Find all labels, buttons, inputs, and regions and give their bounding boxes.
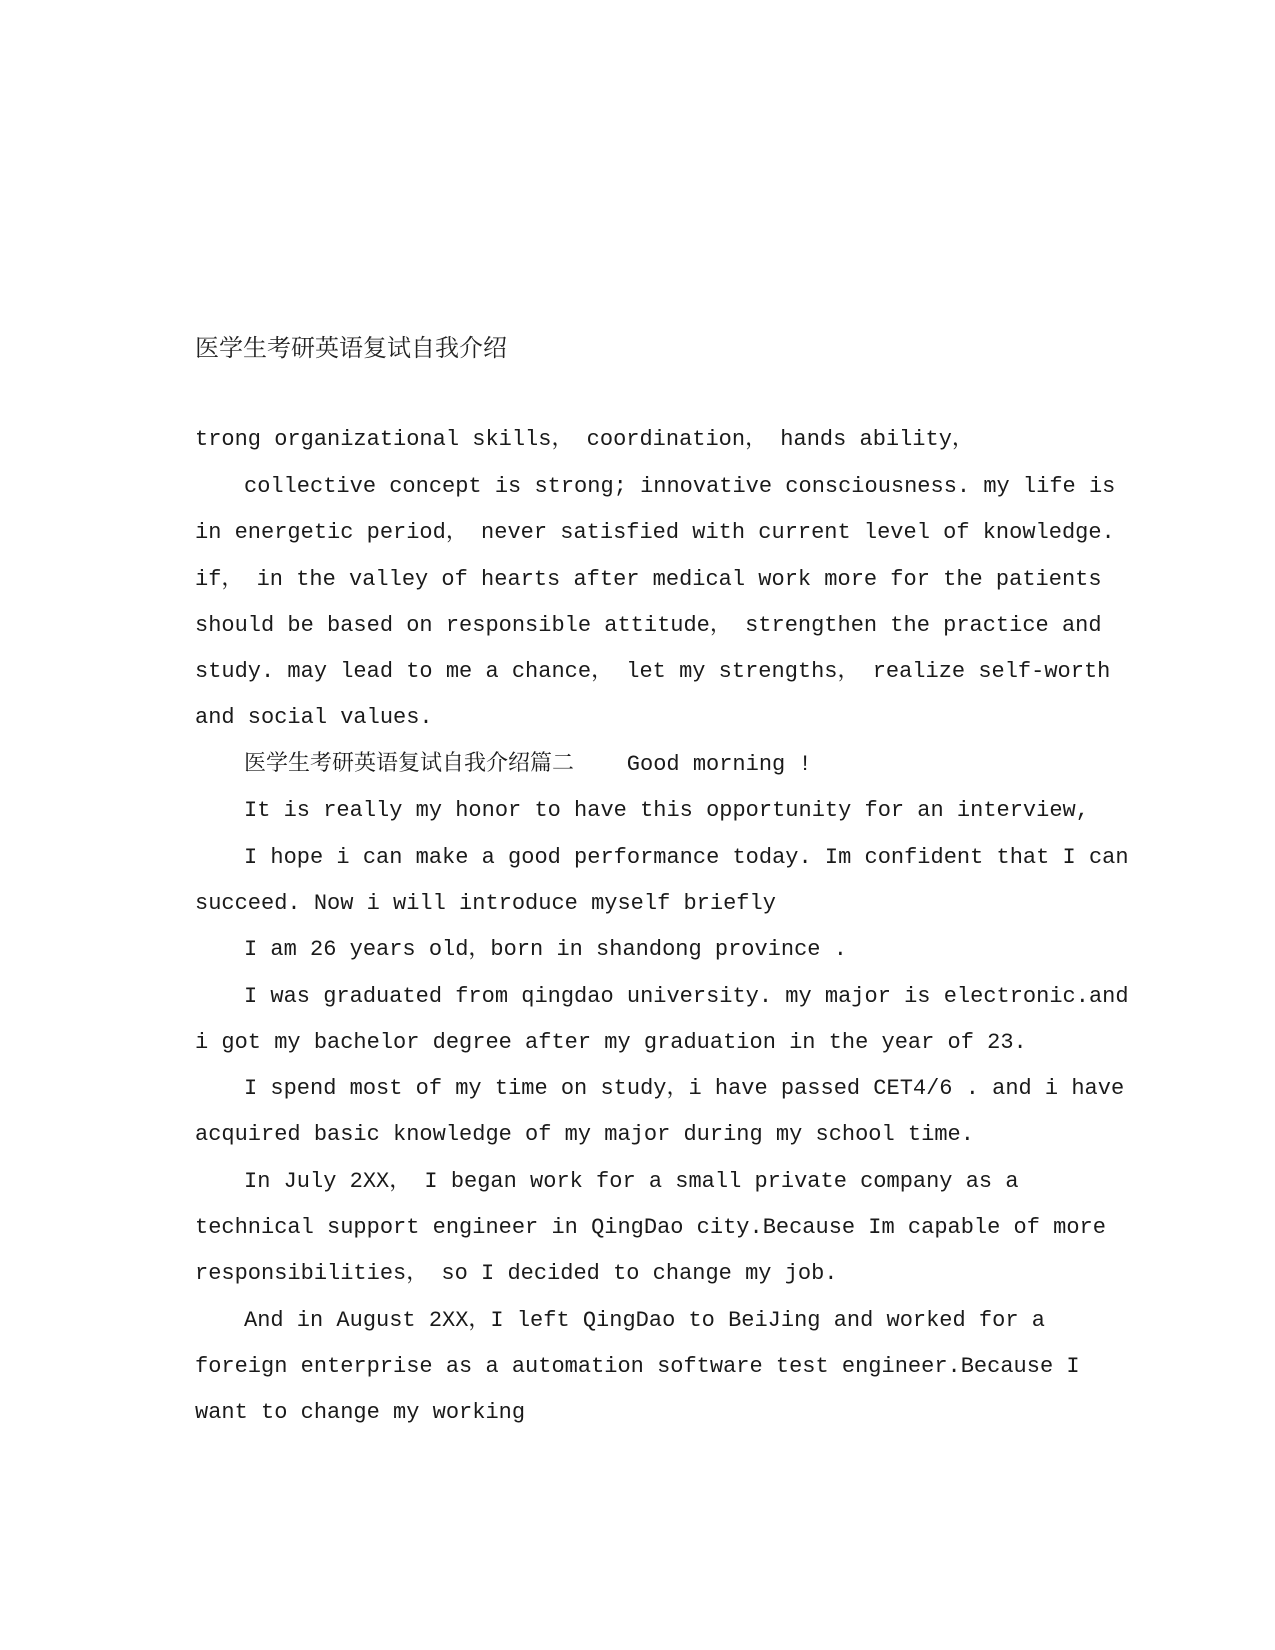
body-line: study. may lead to me a chance， let my strengths， realize self-worth (195, 659, 1111, 684)
body-line: i got my bachelor degree after my graduation in the year of 23. (195, 1030, 1027, 1055)
body-line: responsibilities， so I decided to change my job. (195, 1261, 838, 1286)
body-line: In July 2XX， I began work for a small private company as a (244, 1169, 1019, 1194)
body-line: acquired basic knowledge of my major during my school time. (195, 1122, 974, 1147)
body-line: collective concept is strong; innovative consciousness. my life is (244, 474, 1116, 499)
body-line: should be based on responsible attitude， strengthen the practice and (195, 613, 1102, 638)
body-line: I hope i can make a good performance today. Im confident that I can (244, 845, 1129, 870)
body-line: and social values. (195, 705, 433, 730)
body-line: want to change my working (195, 1400, 526, 1425)
body-line: technical support engineer in QingDao city.Because Im capable of more (195, 1215, 1106, 1240)
document-title: 医学生考研英语复试自我介绍 (195, 334, 507, 362)
body-line: It is really my honor to have this opportunity for an interview, (244, 798, 1089, 823)
body-line: I am 26 years old，born in shandong province . (244, 937, 847, 962)
body-line: in energetic period， never satisfied with current level of knowledge. (195, 520, 1115, 545)
body-line: I spend most of my time on study，i have passed CET4/6 . and i have (244, 1076, 1125, 1101)
body-line: foreign enterprise as a automation software test engineer.Because I (195, 1354, 1080, 1379)
body-line: And in August 2XX，I left QingDao to BeiJing and worked for a (244, 1308, 1045, 1333)
body-line: if， in the valley of hearts after medical work more for the patients (195, 567, 1102, 592)
body-line: trong organizational skills， coordination， hands ability， (195, 427, 974, 452)
section-heading-line: 医学生考研英语复试自我介绍篇二 Good morning ! (244, 752, 812, 777)
body-line: I was graduated from qingdao university. my major is electronic.and (244, 984, 1129, 1009)
body-line: succeed. Now i will introduce myself briefly (195, 891, 776, 916)
